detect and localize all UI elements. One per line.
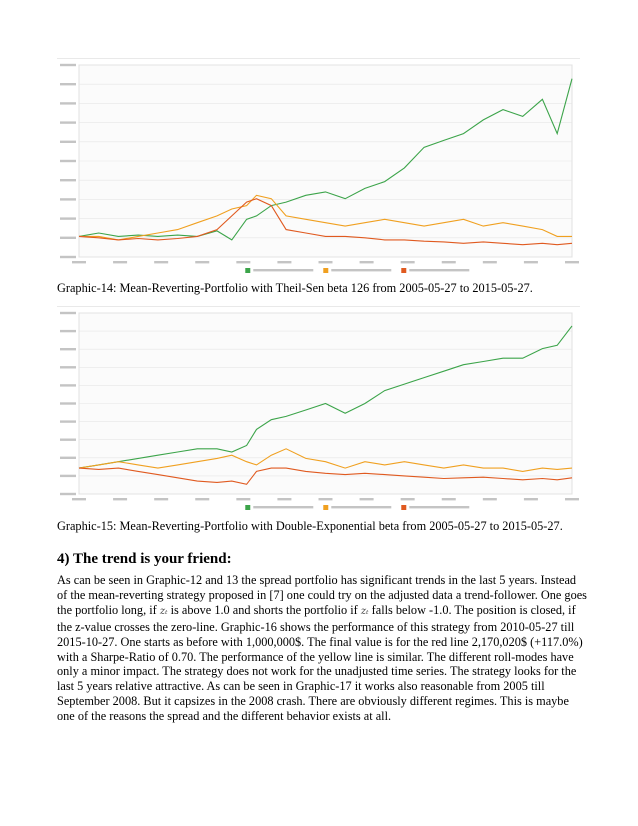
y-tick-label [60, 198, 76, 200]
section-heading: 4) The trend is your friend: [57, 551, 232, 567]
x-tick-label [360, 261, 374, 263]
x-tick-label [154, 498, 168, 500]
y-tick-label [60, 160, 76, 162]
y-tick-label [60, 348, 76, 350]
legend-label-2 [331, 506, 391, 508]
paragraph-part-1: As can be seen in Graphic-12 and 13 the spread portfolio has significant trends in the last 5 years. Instead of the mean-reverting strategy proposed in [7] one could try on the adjusted data a trend-follower. One goes the portfolio long, if [57, 573, 587, 617]
x-tick-label [236, 261, 250, 263]
y-tick-label [60, 475, 76, 477]
legend-swatch-2 [323, 268, 328, 273]
y-tick-label [60, 256, 76, 258]
legend-swatch-1 [245, 268, 250, 273]
x-tick-label [195, 498, 209, 500]
y-tick-label [60, 312, 76, 314]
legend-swatch-1 [245, 505, 250, 510]
x-tick-label [483, 498, 497, 500]
chart-graphic-14 [57, 58, 580, 277]
y-tick-label [60, 402, 76, 404]
y-tick-label [60, 493, 76, 495]
y-tick-label [60, 457, 76, 459]
caption-graphic-15: Graphic-15: Mean-Reverting-Portfolio with Double-Exponential beta from 2005-05-27 to 2015-05-27. [57, 519, 563, 533]
legend-swatch-3 [401, 268, 406, 273]
y-tick-label [60, 439, 76, 441]
legend-label-1 [253, 506, 313, 508]
y-tick-label [60, 64, 76, 66]
chart-graphic-15 [57, 306, 580, 514]
y-tick-label [60, 141, 76, 143]
x-tick-label [565, 498, 579, 500]
x-tick-label [195, 261, 209, 263]
legend-label-3 [409, 506, 469, 508]
legend-swatch-2 [323, 505, 328, 510]
y-tick-label [60, 217, 76, 219]
legend-label-1 [253, 269, 313, 271]
paragraph-part-2: is above 1.0 and shorts the portfolio if [167, 602, 361, 617]
legend-label-3 [409, 269, 469, 271]
x-tick-label [442, 261, 456, 263]
y-tick-label [60, 237, 76, 239]
x-tick-label [113, 261, 127, 263]
x-tick-label [72, 261, 86, 263]
body-paragraph [57, 573, 587, 724]
legend-swatch-3 [401, 505, 406, 510]
legend-label-2 [331, 269, 391, 271]
y-tick-label [60, 366, 76, 368]
y-tick-label [60, 179, 76, 181]
paragraph-part-3: falls below -1.0. The position is closed, if the z-value crosses the zero-line. Graphic-16 shows the performance of this strategy from 2010-05-27 till 2015-10-27. One starts as before with 1,000,000$. The final value is for the red line 2,170,020$ (+117.0%) with a Sharpe-Ratio of 0.70. The performance of the yellow line is similar. The different roll-modes have only a minor impact. The strategy does not work for the unadjusted time series. The strategy looks for the last 5 years relative attractive. As can be seen in Graphic-17 it works also reasonable from 2005 till September 2008. But it capsizes in the 2008 crash. There are obviously different regimes. This is maybe one of the reasons the spread and the different behavior exists at all. [57, 602, 583, 724]
x-tick-label [113, 498, 127, 500]
x-tick-label [565, 261, 579, 263]
x-tick-label [277, 498, 291, 500]
z-value-symbol: zₜ [360, 605, 369, 617]
x-tick-label [401, 261, 415, 263]
x-tick-label [319, 498, 333, 500]
x-tick-label [483, 261, 497, 263]
x-tick-label [401, 498, 415, 500]
x-tick-label [72, 498, 86, 500]
y-tick-label [60, 102, 76, 104]
x-tick-label [524, 261, 538, 263]
y-tick-label [60, 384, 76, 386]
x-tick-label [360, 498, 374, 500]
z-value-symbol: zₜ [159, 605, 168, 617]
chart-graphic-15-plot [57, 307, 580, 514]
x-tick-label [442, 498, 456, 500]
x-tick-label [277, 261, 291, 263]
y-tick-label [60, 83, 76, 85]
x-tick-label [154, 261, 168, 263]
y-tick-label [60, 420, 76, 422]
x-tick-label [319, 261, 333, 263]
x-tick-label [524, 498, 538, 500]
y-tick-label [60, 330, 76, 332]
x-tick-label [236, 498, 250, 500]
y-tick-label [60, 121, 76, 123]
caption-graphic-14: Graphic-14: Mean-Reverting-Portfolio with Theil-Sen beta 126 from 2005-05-27 to 2015-05-27. [57, 281, 533, 295]
chart-graphic-14-plot [57, 59, 580, 277]
